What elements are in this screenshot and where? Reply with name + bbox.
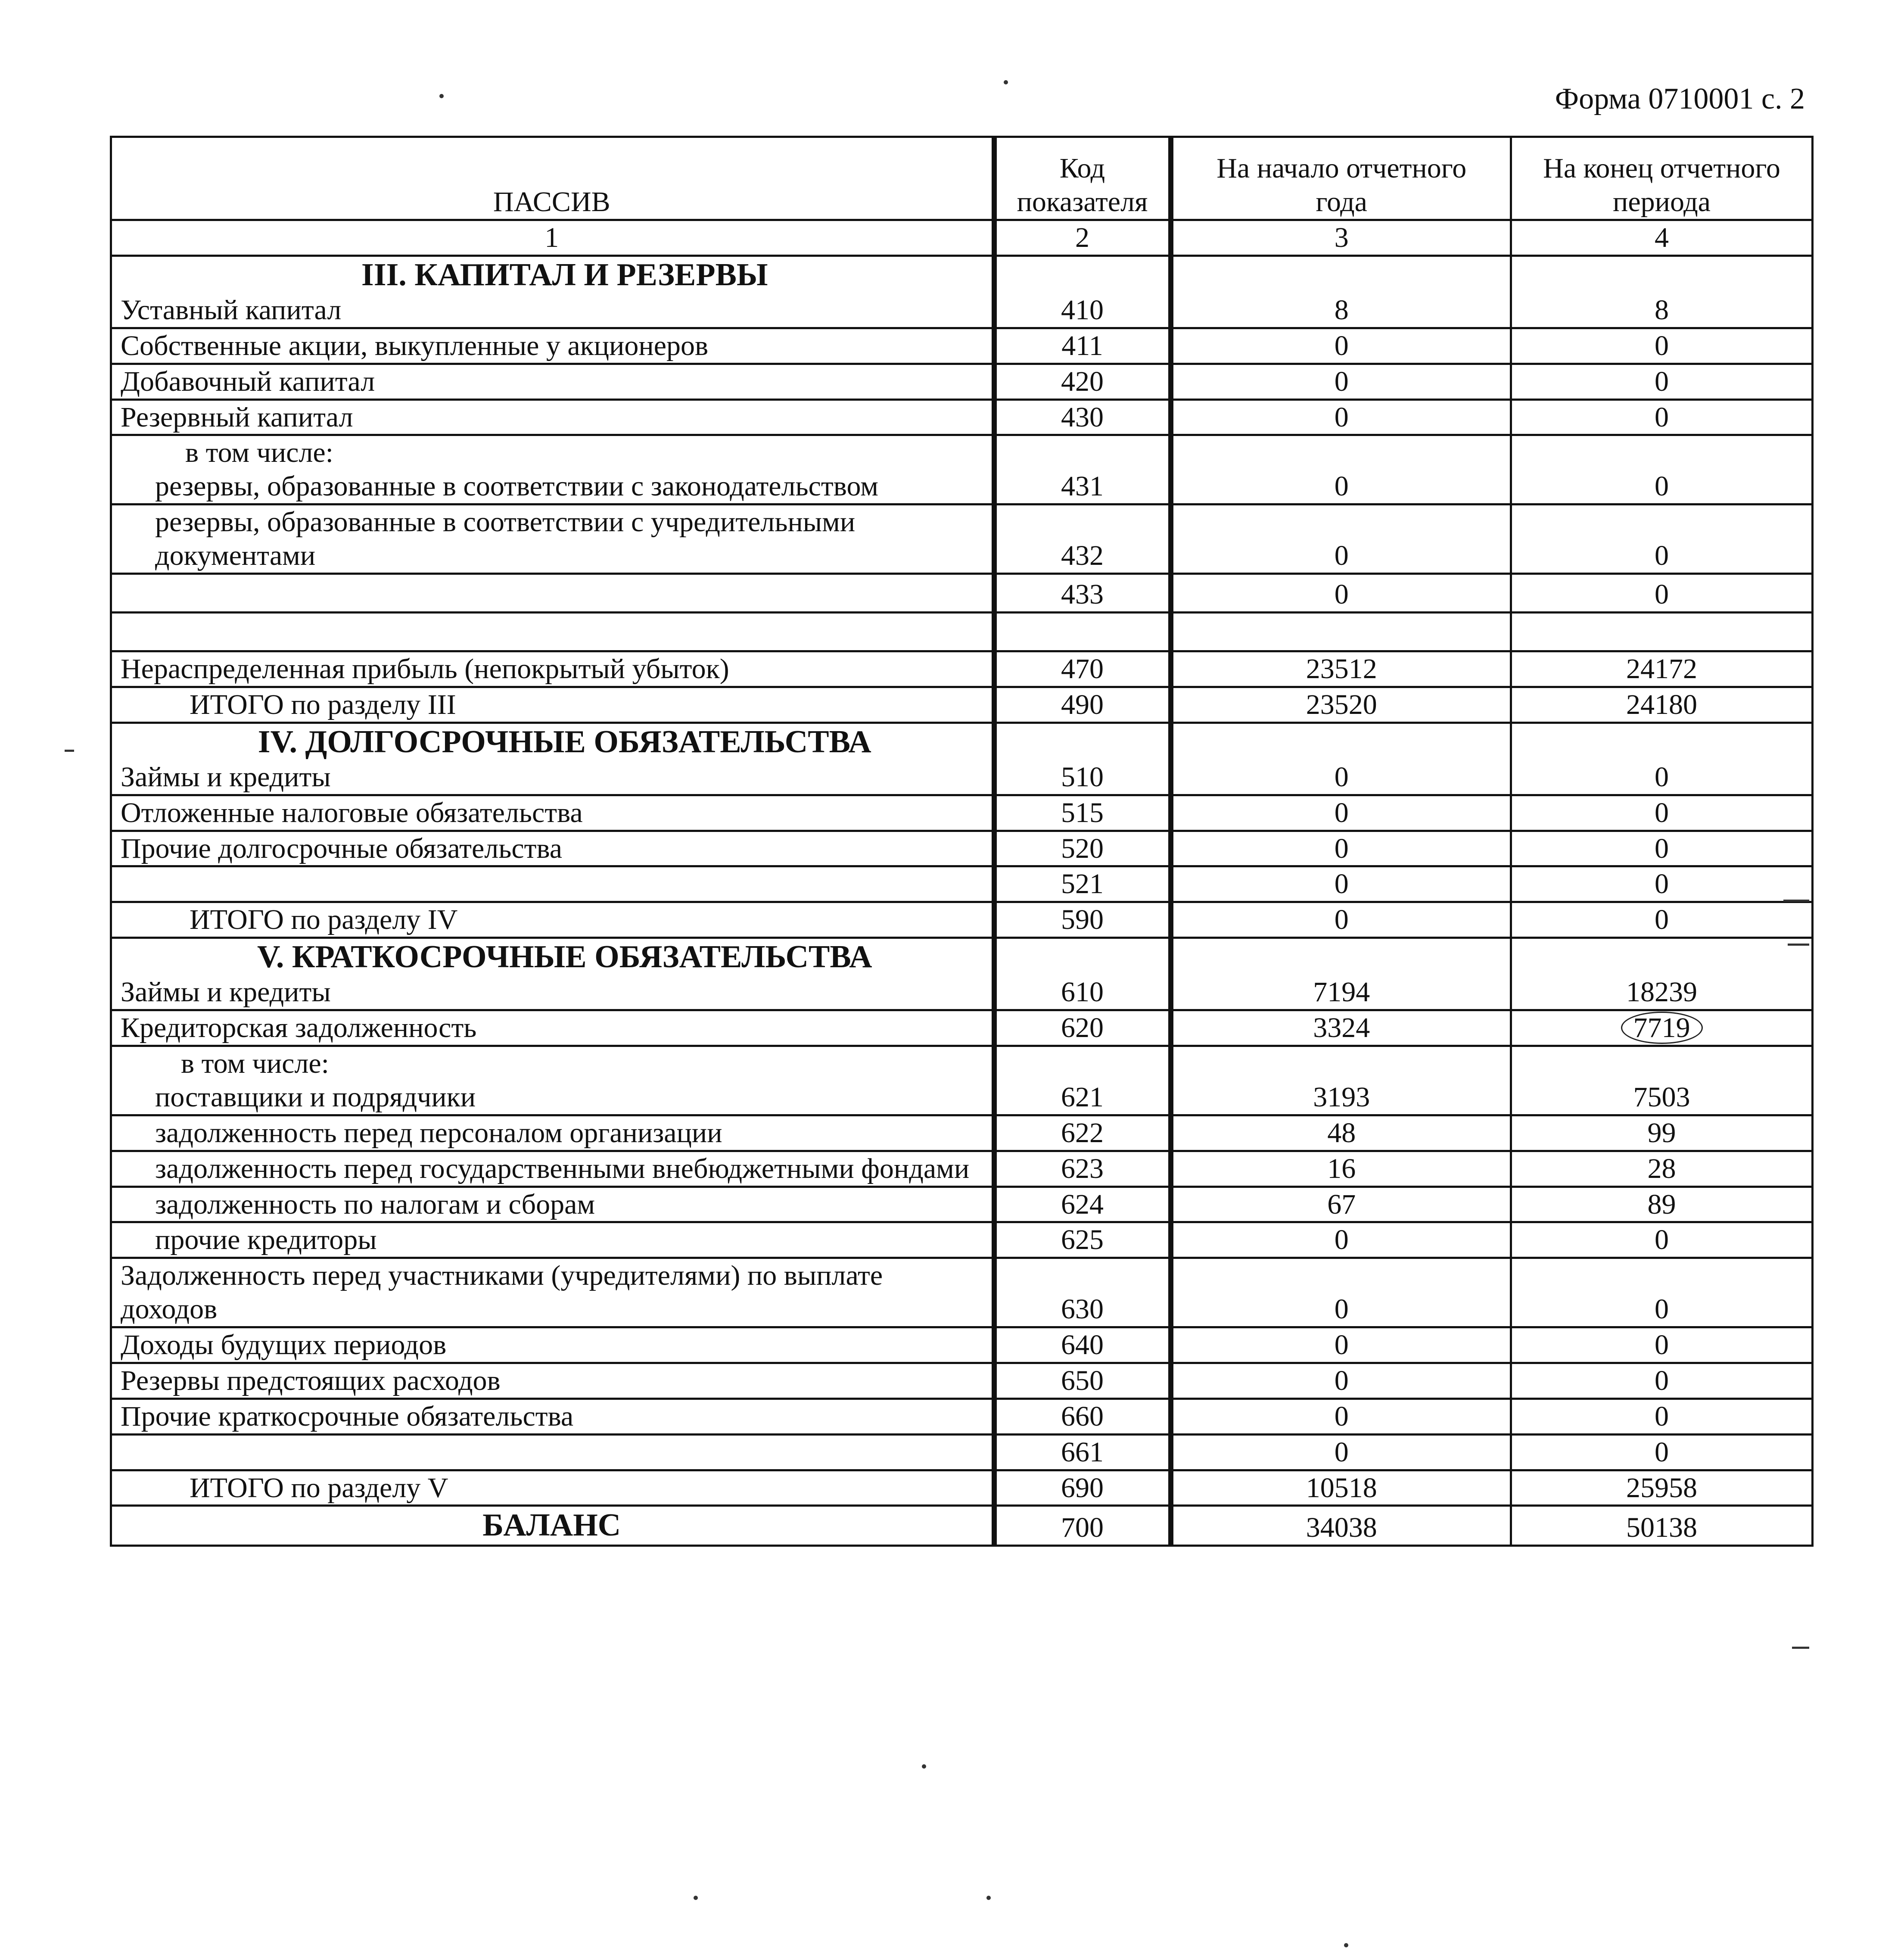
row-end-value: 0 [1511, 1434, 1813, 1470]
balance-end-value: 50138 [1511, 1506, 1813, 1545]
row-label: Доходы будущих периодов [111, 1327, 994, 1363]
table-row [111, 1327, 1813, 1363]
table-row [111, 1115, 1813, 1151]
table-row [111, 1363, 1813, 1398]
scan-mark [1788, 944, 1809, 946]
row-code: 431 [994, 435, 1171, 505]
header-start-line1: На начало отчетного [1216, 153, 1467, 184]
column-number: 2 [994, 220, 1171, 256]
header-code-line2: показателя [1017, 186, 1148, 218]
row-label: Резервы предстоящих расходов [111, 1363, 994, 1398]
row-code: 521 [994, 866, 1171, 902]
row-label-text: Займы и кредиты [121, 976, 331, 1008]
total-code: 690 [994, 1470, 1171, 1506]
table-row [111, 938, 1813, 1010]
table-row [111, 1222, 1813, 1258]
row-start-value: 67 [1171, 1187, 1511, 1222]
row-code: 433 [994, 573, 1171, 612]
row-label: Резервный капитал [111, 399, 994, 435]
row-label: Задолженность перед участниками (учредителями) по выплате доходов [111, 1258, 994, 1327]
row-start-value: 0 [1171, 435, 1511, 505]
row-start-value: 0 [1171, 831, 1511, 866]
row-start-value: 0 [1171, 723, 1511, 795]
row-end-value: 0 [1511, 866, 1813, 902]
column-number-row [111, 220, 1813, 256]
row-code: 625 [994, 1222, 1171, 1258]
table-row [111, 612, 1813, 651]
row-start-value: 0 [1171, 573, 1511, 612]
row-code: 621 [994, 1046, 1171, 1115]
header-end [1511, 137, 1813, 220]
row-label [111, 1046, 994, 1115]
row-code: 411 [994, 328, 1171, 364]
row-label [111, 573, 994, 612]
header-end-line2: периода [1613, 186, 1711, 218]
row-label: задолженность по налогам и сборам [111, 1187, 994, 1222]
row-label-text: поставщики и подрядчики [155, 1081, 476, 1113]
row-start-value: 0 [1171, 1363, 1511, 1398]
row-label: Отложенные налоговые обязательства [111, 795, 994, 831]
column-number: 1 [111, 220, 994, 256]
total-start-value: 10518 [1171, 1470, 1511, 1506]
row-start-value: 0 [1171, 399, 1511, 435]
row-code: 610 [994, 938, 1171, 1010]
scan-speck [694, 1896, 698, 1900]
row-label: прочие кредиторы [111, 1222, 994, 1258]
row-end-value: 0 [1511, 1222, 1813, 1258]
row-end-value: 0 [1511, 573, 1813, 612]
row-code: 430 [994, 399, 1171, 435]
total-end-value: 25958 [1511, 1470, 1813, 1506]
row-code: 470 [994, 651, 1171, 687]
row-label-intro: в том числе: [185, 437, 334, 469]
scan-speck [1004, 80, 1008, 84]
table-row [111, 399, 1813, 435]
row-code: 520 [994, 831, 1171, 866]
total-label: ИТОГО по разделу IV [111, 902, 994, 938]
row-label: Прочие долгосрочные обязательства [111, 831, 994, 866]
row-label [111, 938, 994, 1010]
row-label: Собственные акции, выкупленные у акционеров [111, 328, 994, 364]
row-end-value: 0 [1511, 723, 1813, 795]
row-code: 660 [994, 1398, 1171, 1434]
row-code: 622 [994, 1115, 1171, 1151]
row-start-value [1171, 612, 1511, 651]
table-row-total [111, 902, 1813, 938]
row-end-value: 24172 [1511, 651, 1813, 687]
header-code [994, 137, 1171, 220]
row-code: 623 [994, 1151, 1171, 1187]
total-code: 490 [994, 687, 1171, 723]
balance-row [111, 1506, 1813, 1545]
row-start-value: 0 [1171, 795, 1511, 831]
row-start-value: 0 [1171, 1327, 1511, 1363]
row-code: 420 [994, 364, 1171, 399]
row-label-text: резервы, образованные в соответствии с законодательством [155, 470, 878, 502]
total-end-value: 24180 [1511, 687, 1813, 723]
row-end-value: 0 [1511, 399, 1813, 435]
total-label: ИТОГО по разделу III [111, 687, 994, 723]
table-row [111, 1010, 1813, 1046]
liabilities-table [110, 136, 1814, 1547]
table-row [111, 1398, 1813, 1434]
row-end-value: 0 [1511, 505, 1813, 574]
row-end-value: 7503 [1511, 1046, 1813, 1115]
row-label: резервы, образованные в соответствии с учредительными документами [111, 505, 994, 574]
row-label: задолженность перед государственными внебюджетными фондами [111, 1151, 994, 1187]
row-label [111, 612, 994, 651]
row-label: Прочие краткосрочные обязательства [111, 1398, 994, 1434]
balance-code: 700 [994, 1506, 1171, 1545]
table-row [111, 795, 1813, 831]
row-code: 432 [994, 505, 1171, 574]
row-code: 510 [994, 723, 1171, 795]
row-label [111, 866, 994, 902]
row-start-value: 23512 [1171, 651, 1511, 687]
row-start-value: 8 [1171, 255, 1511, 328]
scan-mark [65, 750, 74, 752]
row-end-value: 0 [1511, 328, 1813, 364]
row-code: 630 [994, 1258, 1171, 1327]
table-row [111, 1046, 1813, 1115]
form-label: Форма 0710001 с. 2 [1555, 82, 1805, 115]
row-label: Кредиторская задолженность [111, 1010, 994, 1046]
row-start-value: 0 [1171, 328, 1511, 364]
row-code: 620 [994, 1010, 1171, 1046]
scan-speck [922, 1764, 926, 1769]
total-start-value: 23520 [1171, 687, 1511, 723]
column-number: 4 [1511, 220, 1813, 256]
row-code: 410 [994, 255, 1171, 328]
table-row [111, 435, 1813, 505]
scan-mark [1783, 900, 1809, 902]
scan-speck [439, 94, 444, 98]
row-code: 661 [994, 1434, 1171, 1470]
scan-speck [986, 1896, 991, 1900]
section-title: III. КАПИТАЛ И РЕЗЕРВЫ [361, 257, 768, 293]
row-label-text: Уставный капитал [121, 294, 342, 326]
table-row [111, 723, 1813, 795]
row-label [111, 435, 994, 505]
table-row [111, 1187, 1813, 1222]
scan-speck [1344, 1943, 1348, 1947]
row-label [111, 723, 994, 795]
row-start-value: 0 [1171, 1222, 1511, 1258]
table-row [111, 1151, 1813, 1187]
row-code [994, 612, 1171, 651]
table-row-total [111, 687, 1813, 723]
row-end-value: 8 [1511, 255, 1813, 328]
table-row [111, 1434, 1813, 1470]
row-start-value: 0 [1171, 1398, 1511, 1434]
table-header-row [111, 137, 1813, 220]
row-start-value: 3324 [1171, 1010, 1511, 1046]
row-end-value: 0 [1511, 1398, 1813, 1434]
table-row [111, 255, 1813, 328]
total-code: 590 [994, 902, 1171, 938]
row-end-value: 0 [1511, 795, 1813, 831]
row-end-value: 89 [1511, 1187, 1813, 1222]
row-end-value: 0 [1511, 1258, 1813, 1327]
row-start-value: 0 [1171, 1434, 1511, 1470]
row-start-value: 0 [1171, 505, 1511, 574]
table-row [111, 651, 1813, 687]
table-row [111, 831, 1813, 866]
table-row [111, 1258, 1813, 1327]
row-end-value [1511, 612, 1813, 651]
header-start-line2: года [1316, 186, 1367, 218]
row-end-value: 99 [1511, 1115, 1813, 1151]
table-row-total [111, 1470, 1813, 1506]
row-end-value: 0 [1511, 831, 1813, 866]
row-code: 640 [994, 1327, 1171, 1363]
header-end-line1: На конец отчетного [1543, 153, 1780, 184]
header-start [1171, 137, 1511, 220]
row-end-value: 0 [1511, 1363, 1813, 1398]
row-code: 624 [994, 1187, 1171, 1222]
table-row [111, 573, 1813, 612]
table-row [111, 364, 1813, 399]
row-start-value: 0 [1171, 866, 1511, 902]
circled-end-value: 7719 [1621, 1012, 1703, 1044]
row-code: 650 [994, 1363, 1171, 1398]
row-end-value: 0 [1511, 364, 1813, 399]
balance-label: БАЛАНС [111, 1506, 994, 1545]
row-label-intro: в том числе: [181, 1048, 330, 1080]
column-number: 3 [1171, 220, 1511, 256]
row-start-value: 0 [1171, 364, 1511, 399]
row-code: 515 [994, 795, 1171, 831]
row-start-value: 7194 [1171, 938, 1511, 1010]
row-start-value: 0 [1171, 1258, 1511, 1327]
header-code-line1: Код [1059, 153, 1105, 184]
row-start-value: 16 [1171, 1151, 1511, 1187]
row-end-value: 0 [1511, 435, 1813, 505]
table-row [111, 328, 1813, 364]
row-start-value: 48 [1171, 1115, 1511, 1151]
row-label [111, 255, 994, 328]
row-end-value: 0 [1511, 1327, 1813, 1363]
row-label: Добавочный капитал [111, 364, 994, 399]
row-end-value: 28 [1511, 1151, 1813, 1187]
row-label: задолженность перед персоналом организации [111, 1115, 994, 1151]
total-label: ИТОГО по разделу V [111, 1470, 994, 1506]
total-end-value: 0 [1511, 902, 1813, 938]
table-row [111, 505, 1813, 574]
balance-start-value: 34038 [1171, 1506, 1511, 1545]
section-title: V. КРАТКОСРОЧНЫЕ ОБЯЗАТЕЛЬСТВА [257, 939, 872, 975]
section-title: IV. ДОЛГОСРОЧНЫЕ ОБЯЗАТЕЛЬСТВА [258, 724, 871, 760]
table-row [111, 866, 1813, 902]
row-end-value: 18239 [1511, 938, 1813, 1010]
row-label [111, 1434, 994, 1470]
row-label: Нераспределенная прибыль (непокрытый убыток) [111, 651, 994, 687]
row-label-text: Займы и кредиты [121, 761, 331, 793]
scan-mark [1792, 1647, 1809, 1649]
row-start-value: 3193 [1171, 1046, 1511, 1115]
total-start-value: 0 [1171, 902, 1511, 938]
row-end-value-cell [1511, 1010, 1813, 1046]
header-liabilities: ПАССИВ [111, 137, 994, 220]
